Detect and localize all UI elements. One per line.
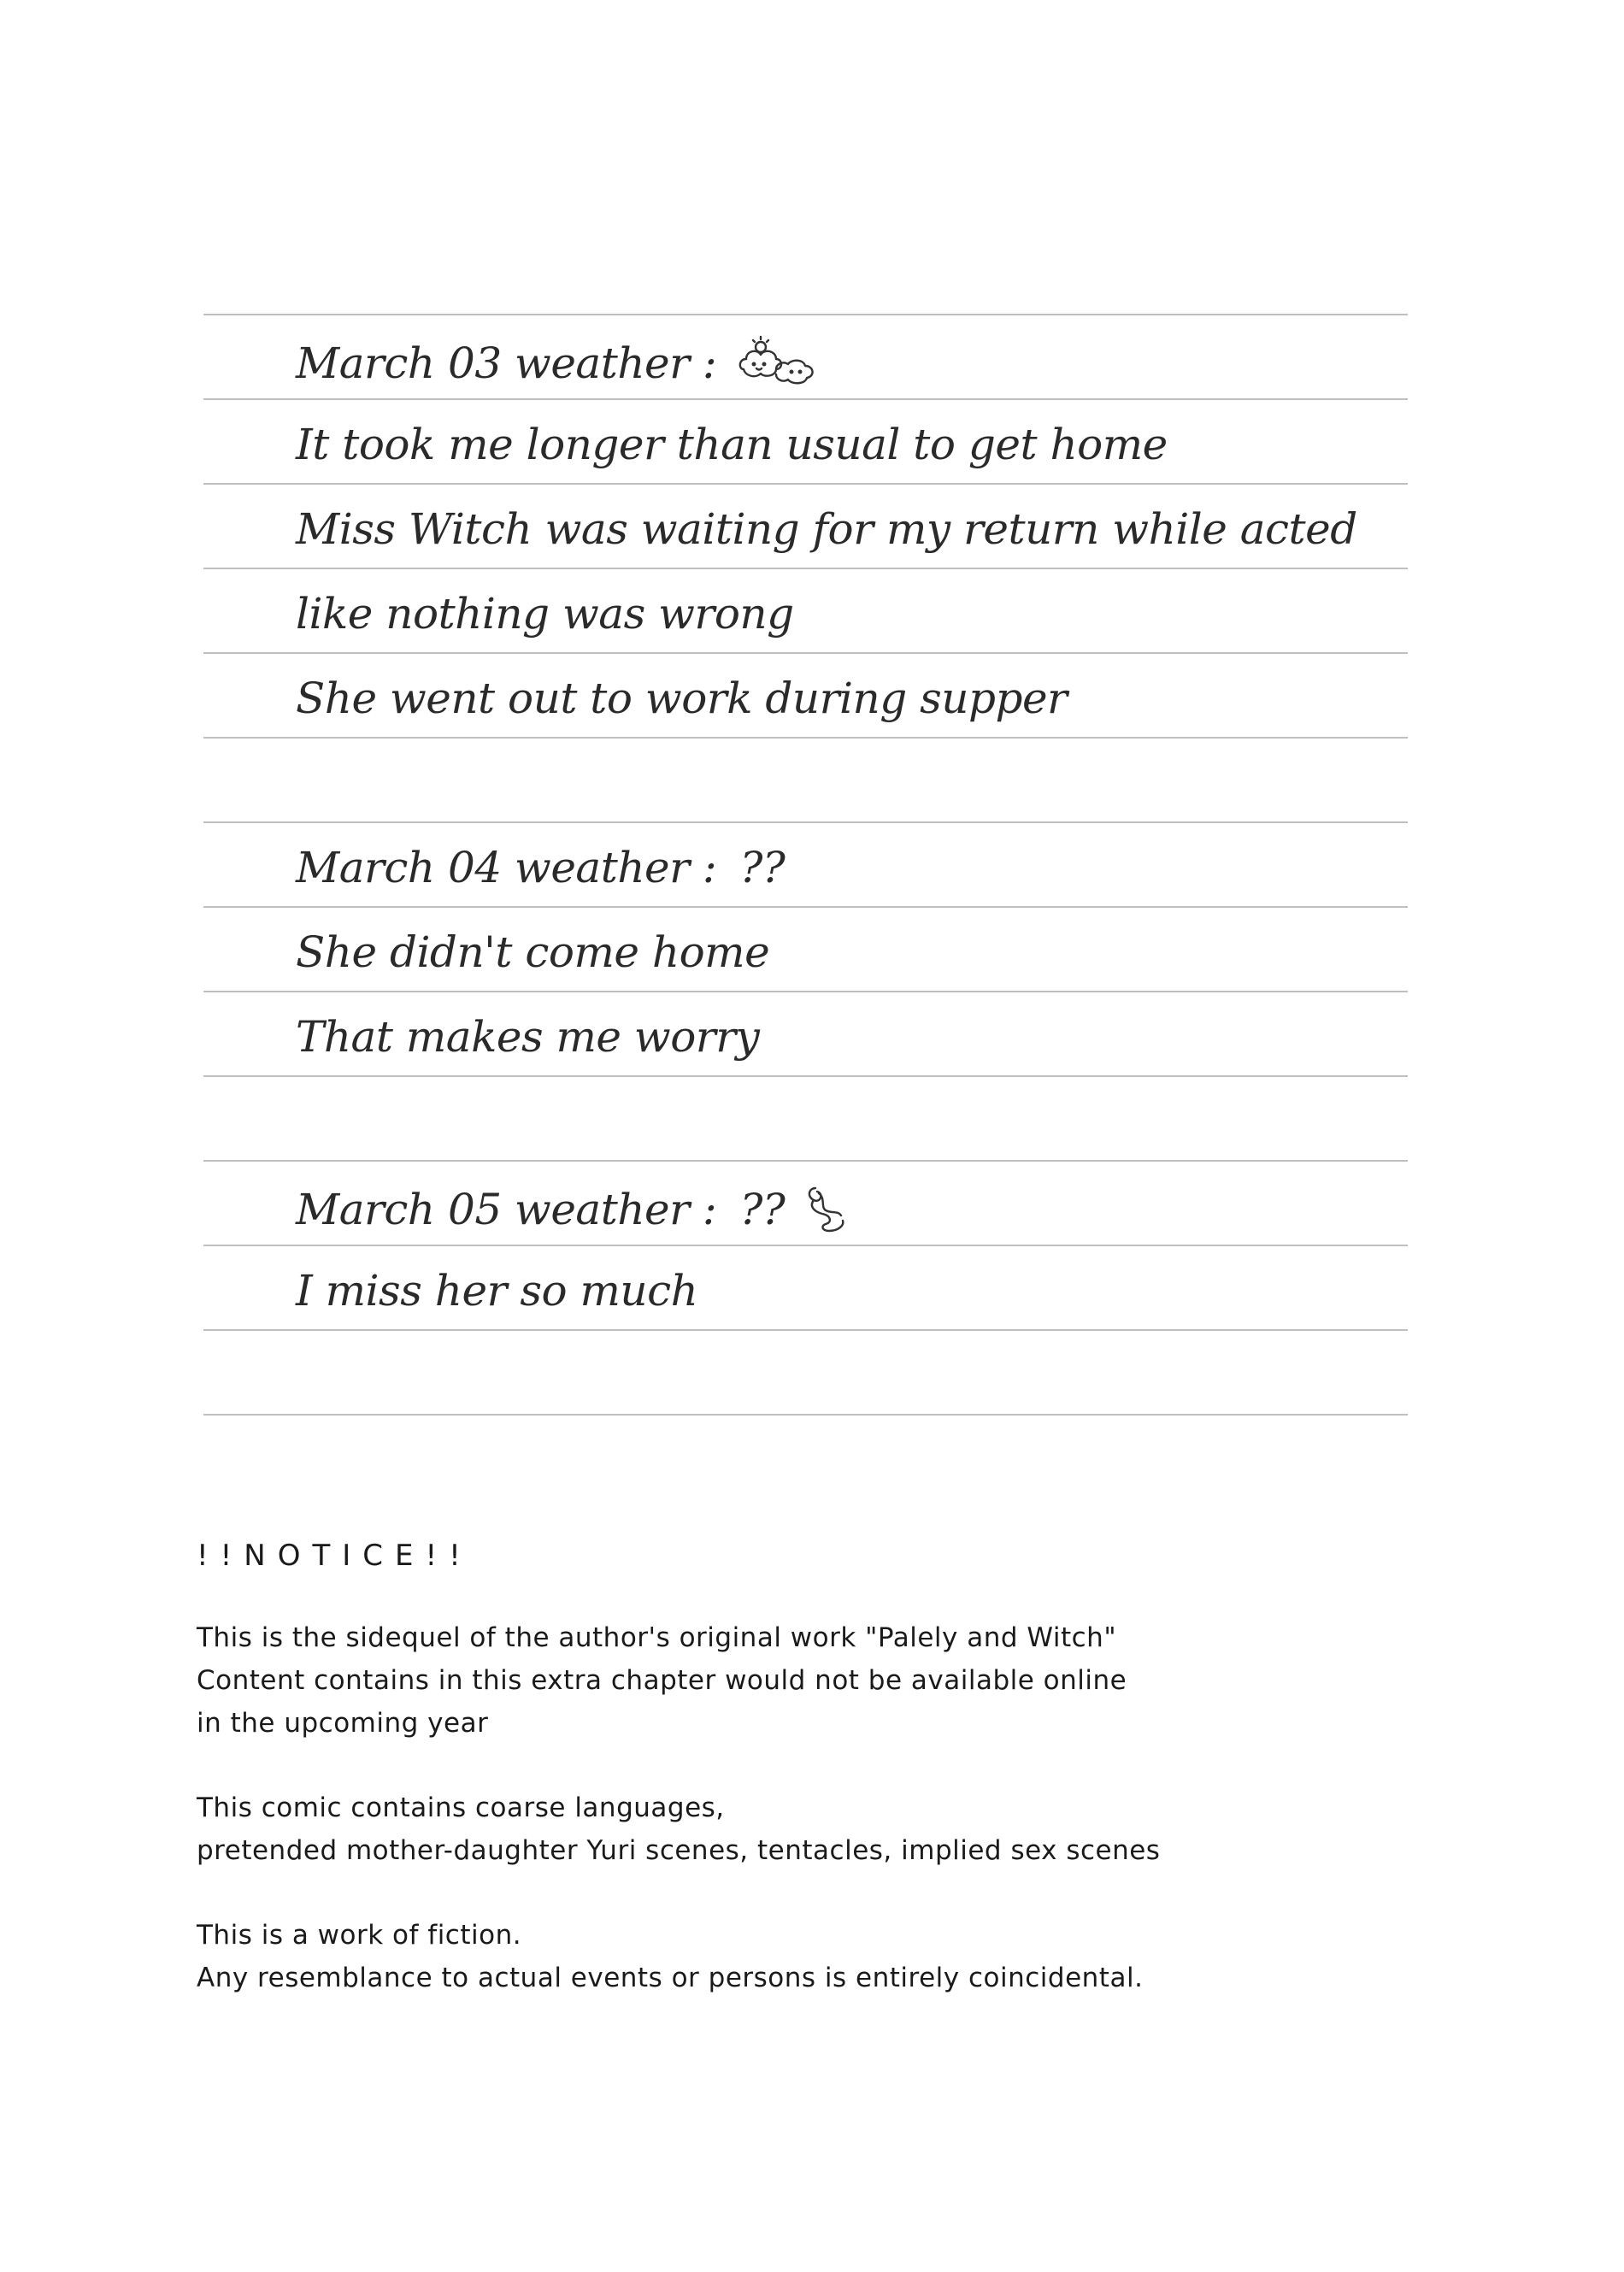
ruled-line bbox=[203, 568, 1408, 569]
weather-value: ?? bbox=[739, 1185, 786, 1234]
entry-line: I miss her so much bbox=[296, 1266, 698, 1316]
ruled-line bbox=[203, 398, 1408, 400]
ruled-line bbox=[203, 314, 1408, 315]
ruled-line bbox=[203, 483, 1408, 485]
notice-line: This comic contains coarse languages, bbox=[197, 1792, 725, 1823]
cloud-sun-icon bbox=[735, 335, 824, 398]
ruled-line bbox=[203, 1329, 1408, 1331]
entry-line: That makes me worry bbox=[296, 1012, 760, 1062]
entry-date-label: March 05 weather : bbox=[296, 1185, 717, 1234]
ruled-line bbox=[203, 652, 1408, 654]
notice-title: !!NOTICE!! bbox=[197, 1539, 473, 1573]
notice-line: pretended mother-daughter Yuri scenes, tentacles, implied sex scenes bbox=[197, 1835, 1161, 1866]
entry-line: It took me longer than usual to get home bbox=[296, 420, 1168, 469]
notice-line: Content contains in this extra chapter would not be available online bbox=[197, 1665, 1127, 1696]
entry-line: Miss Witch was waiting for my return while acted bbox=[296, 504, 1357, 554]
notice-line: This is the sidequel of the author's original work "Palely and Witch" bbox=[197, 1622, 1117, 1653]
ruled-line bbox=[203, 737, 1408, 739]
entry-heading bbox=[296, 1181, 848, 1245]
entry-heading bbox=[296, 335, 824, 398]
notice-line: in the upcoming year bbox=[197, 1708, 489, 1739]
entry-line: She went out to work during supper bbox=[296, 674, 1068, 723]
entry-date-label: March 04 weather : bbox=[296, 843, 717, 892]
ruled-line bbox=[203, 1075, 1408, 1077]
notice-line: This is a work of fiction. bbox=[197, 1920, 522, 1951]
entry-date-label: March 03 weather : bbox=[296, 338, 717, 388]
weather-value: ?? bbox=[739, 843, 786, 892]
ruled-line bbox=[203, 1414, 1408, 1416]
entry-line: like nothing was wrong bbox=[296, 589, 794, 639]
ruled-line bbox=[203, 821, 1408, 823]
ruled-line bbox=[203, 1245, 1408, 1246]
ruled-line bbox=[203, 991, 1408, 992]
notice-line: Any resemblance to actual events or persons is entirely coincidental. bbox=[197, 1963, 1144, 1993]
ruled-line bbox=[203, 906, 1408, 908]
ruled-line bbox=[203, 1160, 1408, 1162]
entry-line: She didn't come home bbox=[296, 927, 770, 977]
entry-heading bbox=[296, 843, 785, 892]
tentacle-icon bbox=[803, 1181, 848, 1245]
